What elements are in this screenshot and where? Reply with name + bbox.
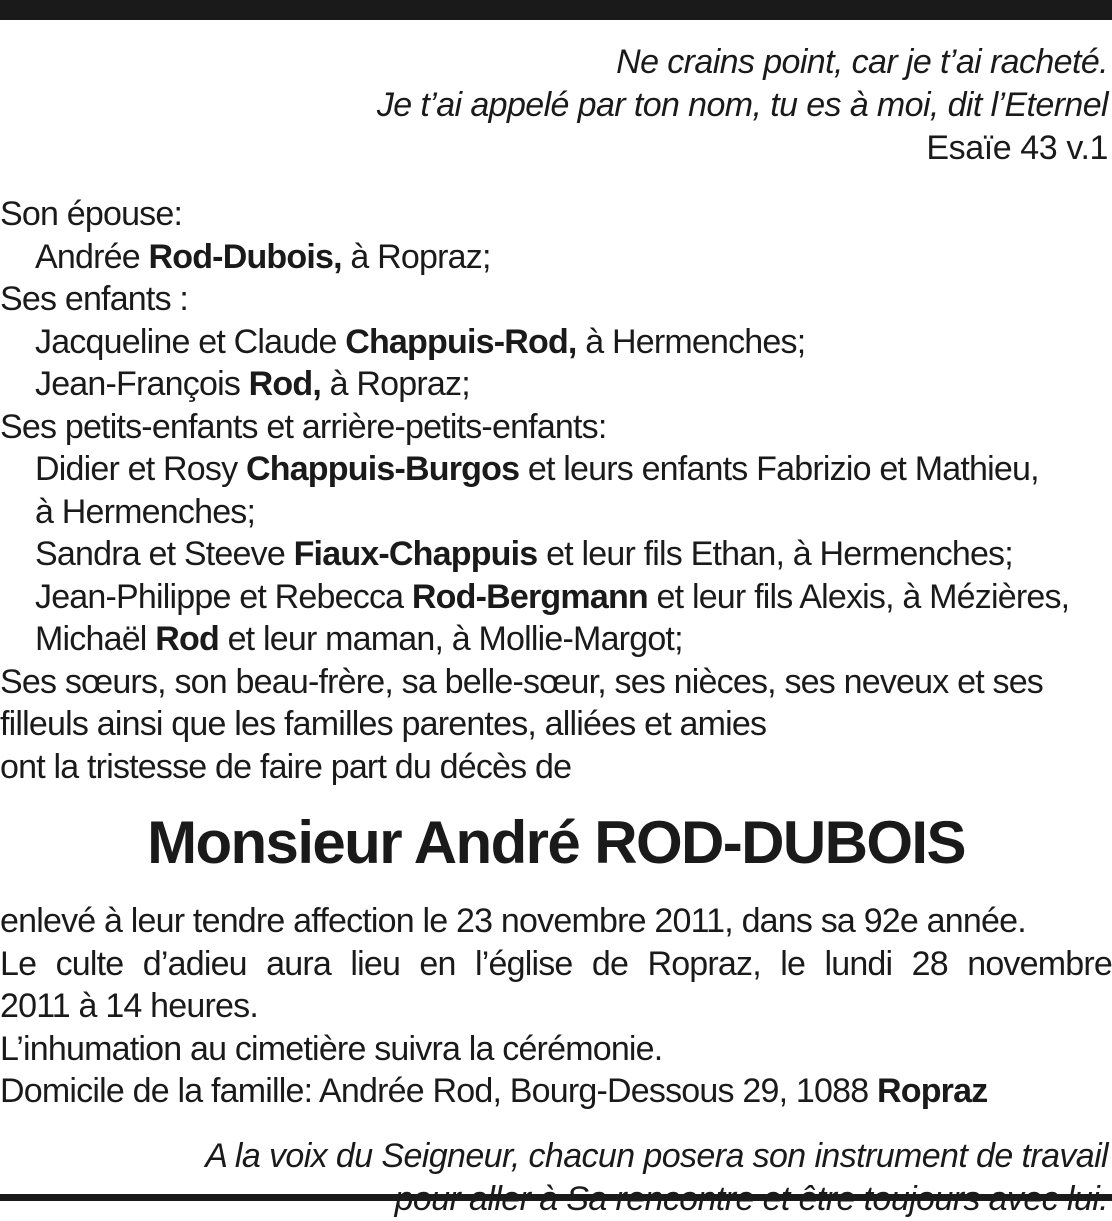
obituary-notice — [0, 20, 1112, 1221]
grandchild-details: et leurs enfants Fabrizio et Mathieu, — [519, 450, 1039, 488]
grandchild-family-name: Rod-Bergmann — [411, 577, 648, 616]
grandchild-details: et leur fils Alexis, à Mézières, — [647, 577, 1070, 616]
ceremony-details — [0, 900, 1112, 1113]
child-family-name: Chappuis-Rod, — [345, 322, 577, 361]
domicile-address: Domicile de la famille: Andrée Rod, Bourg-Dessous 29, 1088 — [0, 1072, 877, 1110]
grandchild-entry — [0, 618, 1112, 661]
domicile-place: Ropraz — [876, 1072, 988, 1110]
grandchild-entry-continuation: à Hermenches; — [35, 492, 256, 531]
child-place: à Hermenches; — [576, 322, 806, 361]
family-list — [0, 193, 1112, 788]
child-place: à Ropraz; — [321, 365, 470, 403]
grandchild-first-names: Sandra et Steeve — [35, 535, 294, 573]
grandchild-entry — [0, 448, 1112, 491]
verse-line-1: Ne crains point, car je t’ai racheté. — [616, 43, 1108, 81]
grandchild-details: et leur maman, à Mollie-Margot; — [218, 620, 683, 658]
child-entry — [0, 363, 1112, 406]
grandchild-family-name: Rod — [155, 620, 219, 658]
grandchild-first-names: Didier et Rosy — [35, 450, 246, 488]
child-first-names: Jacqueline et Claude — [35, 322, 346, 361]
burial-line: L’inhumation au cimetière suivra la cérémonie. — [0, 1029, 663, 1068]
spouse-place: à Ropraz; — [341, 237, 491, 276]
children-heading: Ses enfants : — [0, 280, 189, 318]
service-line-2: 2011 à 14 heures. — [0, 987, 258, 1025]
service-line-1: Le culte d’adieu aura lieu en l’église de Ropraz, le lundi 28 novembre — [0, 944, 1112, 983]
grandchild-first-names: Jean-Philippe et Rebecca — [35, 577, 412, 616]
spouse-entry — [0, 236, 1112, 279]
grandchild-entry — [0, 533, 1112, 576]
announcement-line: ont la tristesse de faire part du décès de — [0, 747, 572, 786]
other-relatives-line-1: Ses sœurs, son beau-frère, sa belle-sœur, ses nièces, ses neveux et ses — [0, 662, 1044, 701]
child-entry — [0, 321, 1112, 364]
other-relatives-line-2: filleuls ainsi que les familles parentes, alliées et amies — [0, 705, 767, 743]
grandchild-first-names: Michaël — [35, 620, 156, 658]
closing-verse — [0, 1135, 1112, 1221]
death-line: enlevé à leur tendre affection le 23 novembre 2011, dans sa 92e année. — [0, 902, 1026, 940]
closing-verse-line-1: A la voix du Seigneur, chacun posera son instrument de travail — [205, 1136, 1108, 1175]
spouse-heading: Son épouse: — [0, 195, 183, 233]
deceased-name: Monsieur André ROD-DUBOIS — [147, 809, 965, 876]
top-rule — [0, 0, 1112, 20]
opening-verse — [0, 41, 1112, 170]
spouse-family-name: Rod-Dubois, — [148, 237, 342, 276]
grandchild-details: et leur fils Ethan, à Hermenches; — [537, 535, 1013, 573]
child-family-name: Rod, — [248, 365, 322, 403]
child-first-names: Jean-François — [35, 365, 249, 403]
verse-reference: Esaïe 43 v.1 — [926, 129, 1108, 167]
grandchild-family-name: Chappuis-Burgos — [245, 450, 520, 488]
verse-line-2: Je t’ai appelé par ton nom, tu es à moi, dit l’Eternel — [376, 86, 1108, 124]
grandchildren-heading: Ses petits-enfants et arrière-petits-enfants: — [0, 407, 607, 446]
bottom-rule — [0, 1194, 1112, 1201]
grandchild-family-name: Fiaux-Chappuis — [293, 535, 538, 573]
spouse-first-name: Andrée — [35, 237, 149, 276]
domicile-line — [0, 1070, 1112, 1113]
grandchild-entry — [0, 576, 1112, 619]
